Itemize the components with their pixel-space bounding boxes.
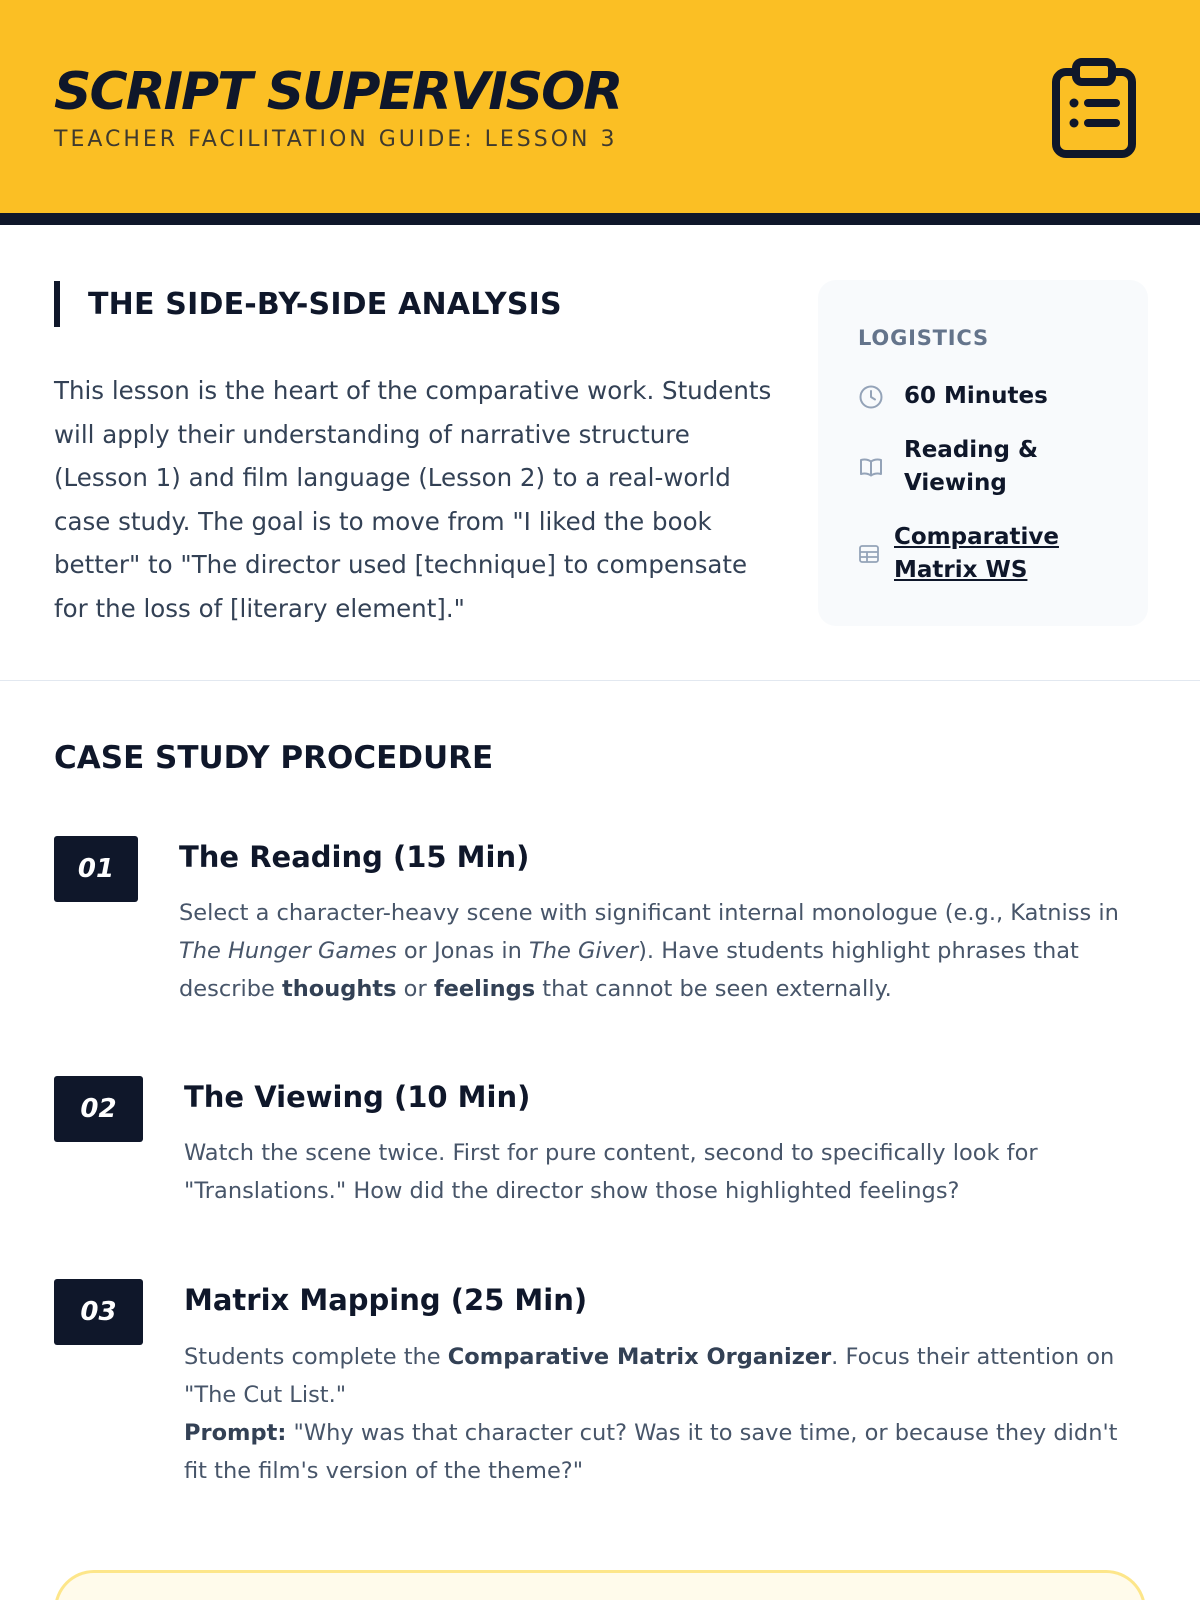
- step-title: The Viewing (10 Min): [184, 1080, 531, 1114]
- guide-subtitle: TEACHER FACILITATION GUIDE: LESSON 3: [54, 127, 618, 152]
- intro-paragraph: This lesson is the heart of the comparative work. Students will apply their understanding of narrative structure (Lesson 1) and film language (Lesson 2) to a real-world case study. The goal is to move from "I liked the book better" to "The director used [technique] to compensate for the loss of [literary element].": [54, 376, 772, 623]
- step-description: Select a character-heavy scene with significant internal monologue (e.g., Katniss in The Hunger Games or Jonas in The Giver). Have students highlight phrases that describe thoughts or feelings that cannot be seen externally.: [179, 900, 1119, 1002]
- prompt-label: Prompt:: [184, 1420, 287, 1446]
- intro-heading: THE SIDE-BY-SIDE ANALYSIS: [88, 287, 562, 322]
- clipboard-list-icon: [1052, 58, 1136, 158]
- logistics-card: [818, 280, 1148, 626]
- book-title: The Giver: [529, 938, 639, 964]
- step-title: Matrix Mapping (25 Min): [184, 1283, 588, 1317]
- organizer-name: Comparative Matrix Organizer: [447, 1344, 832, 1370]
- step-number-badge: 01: [54, 836, 138, 902]
- step-number-badge: 03: [54, 1279, 143, 1345]
- step-description: Students complete the Comparative Matrix Organizer. Focus their attention on "The Cut List." Prompt: "Why was that character cut? Was it to save time, or because they didn't fit the film's version of the theme?": [184, 1344, 1118, 1484]
- step-description: Watch the scene twice. First for pure content, second to specifically look for "Translations." How did the director show those highlighted feelings?: [184, 1140, 1038, 1204]
- teacher-note-box: [54, 1570, 1146, 1600]
- keyword-feelings: feelings: [433, 976, 536, 1002]
- prompt-text: "Why was that character cut? Was it to save time, or because they didn't fit the film's version of the theme?": [184, 1420, 1118, 1484]
- logistics-item-format: [858, 434, 1058, 500]
- table-icon: [858, 543, 880, 565]
- keyword-thoughts: thoughts: [282, 976, 397, 1002]
- logistics-item-duration: [858, 380, 1048, 413]
- logistics-duration: 60 Minutes: [904, 383, 1048, 409]
- title-accent-bar: [54, 281, 60, 327]
- clock-icon: [858, 384, 884, 410]
- guide-title: SCRIPT SUPERVISOR: [54, 62, 622, 122]
- procedure-heading: CASE STUDY PROCEDURE: [54, 740, 494, 776]
- logistics-heading: LOGISTICS: [858, 326, 989, 350]
- book-title: The Hunger Games: [179, 938, 397, 964]
- worksheet-link[interactable]: Comparative Matrix WS: [894, 524, 1059, 583]
- logistics-item-worksheet[interactable]: [858, 521, 1078, 587]
- step-number-badge: 02: [54, 1076, 143, 1142]
- section-divider: [0, 680, 1200, 681]
- logistics-format: Reading & Viewing: [904, 437, 1039, 496]
- book-open-icon: [858, 454, 884, 480]
- header-rule: [0, 213, 1200, 225]
- page-header: [0, 0, 1200, 213]
- step-title: The Reading (15 Min): [179, 840, 530, 874]
